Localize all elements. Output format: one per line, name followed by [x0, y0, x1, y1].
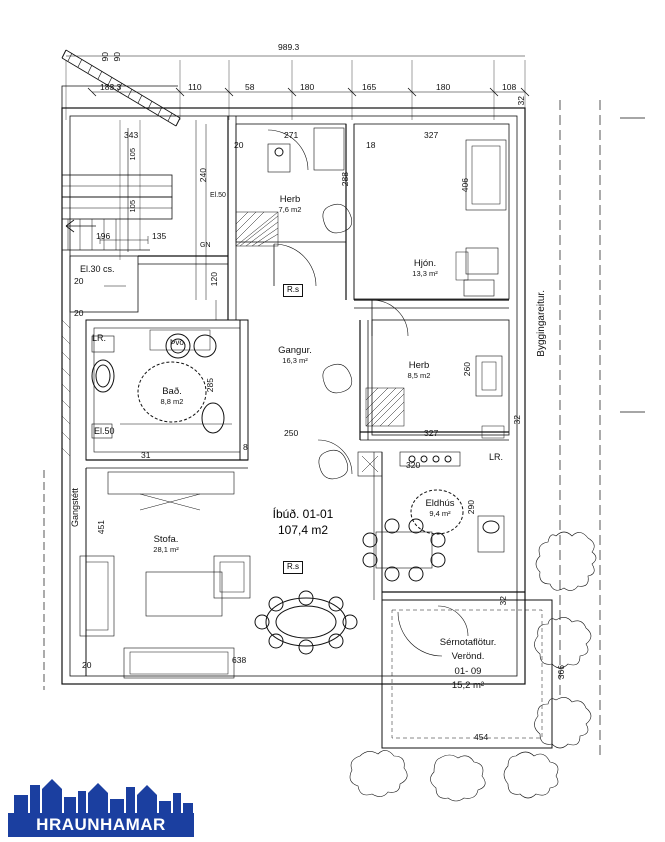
- room-herb-right-area: 8,5 m2: [407, 371, 431, 381]
- room-stofa: [130, 534, 202, 554]
- dim-left-451: 451: [96, 520, 106, 535]
- label-lr-kitchen: LR.: [489, 452, 504, 462]
- room-hjon-name: Hjón.: [413, 258, 437, 269]
- room-eldhus: [412, 498, 468, 518]
- dim-31: 31: [141, 450, 151, 460]
- dim-top-small-1: 90: [100, 52, 110, 62]
- dim-top-overall: 989.3: [278, 42, 300, 52]
- dim-left-120: 120: [209, 272, 219, 287]
- dim-left-240: 240: [198, 168, 208, 183]
- room-herb-top-name: Herb: [279, 194, 301, 205]
- room-hjon-area: 13,3 m²: [412, 269, 438, 279]
- room-stofa-area: 28,1 m²: [153, 545, 179, 555]
- logo-text: HRAUNHAMAR: [36, 815, 166, 834]
- dim-top-6: 180: [436, 82, 451, 92]
- verandah-title: Sérnotaflötur.: [439, 637, 497, 648]
- room-herb-top-area: 7,6 m2: [278, 205, 302, 215]
- unit-area: 107,4 m2: [277, 523, 329, 538]
- dim-32-right-lower: 32: [498, 596, 508, 606]
- verandah-sub2: 01- 09: [454, 665, 482, 677]
- room-thvo: [160, 338, 196, 348]
- room-hjon: [390, 258, 460, 278]
- dim-8: 8: [243, 442, 248, 452]
- label-lr-bath: LR.: [92, 333, 107, 343]
- dim-top-small-2: 90: [112, 52, 122, 62]
- dim-271: 271: [284, 130, 299, 140]
- room-herb-right: [386, 360, 452, 380]
- room-thvo-name: Þvo.: [169, 338, 186, 347]
- dim-638: 638: [232, 655, 247, 665]
- room-eldhus-name: Eldhús: [425, 498, 455, 509]
- dim-left-105a: 105: [128, 148, 137, 161]
- dim-290: 290: [466, 500, 476, 515]
- room-bad: [140, 386, 204, 406]
- room-eldhus-area: 9,4 m²: [429, 509, 451, 519]
- dim-top-2: 110: [188, 82, 202, 92]
- dim-top-7: 108: [502, 82, 517, 92]
- dim-32-right-mid: 32: [512, 415, 522, 425]
- dim-285: 285: [205, 378, 215, 393]
- dim-250: 250: [284, 428, 299, 438]
- room-stofa-name: Stofa.: [153, 534, 179, 545]
- label-el50-a: GN: [200, 242, 211, 249]
- dim-left-20c: 20: [82, 660, 92, 670]
- room-gangur-name: Gangur.: [278, 345, 312, 356]
- room-bad-area: 8,8 m2: [160, 397, 184, 407]
- dim-366: 366: [556, 665, 566, 680]
- dim-18: 18: [366, 140, 376, 150]
- dim-327-bottom: 327: [424, 428, 439, 438]
- dim-top-3: 58: [245, 82, 255, 92]
- label-el30: El.30 cs.: [80, 264, 115, 274]
- dim-454: 454: [474, 732, 489, 742]
- dim-288: 288: [340, 172, 350, 187]
- room-gangur-area: 16,3 m²: [282, 356, 308, 366]
- dim-left-196: 196: [96, 231, 111, 241]
- room-herb-top: [258, 194, 322, 214]
- label-gn: El.50: [94, 426, 115, 436]
- dim-left-135: 135: [152, 231, 167, 241]
- dim-left-343: 343: [124, 130, 139, 140]
- verandah-sub1: Verönd.: [451, 651, 485, 663]
- dim-left-105b: 105: [128, 200, 137, 213]
- label-el50-b: El.50: [210, 192, 226, 199]
- dim-top-5: 165: [362, 82, 377, 92]
- page-title: [218, 506, 388, 538]
- dim-left-20b: 20: [74, 308, 84, 318]
- logo-skyline-icon: [8, 775, 198, 815]
- company-logo: [8, 775, 198, 837]
- room-bad-name: Bað.: [162, 386, 182, 397]
- tag-rs-top: R.s: [283, 284, 303, 297]
- dim-top-4: 180: [300, 82, 315, 92]
- dim-20-herb: 20: [234, 140, 244, 150]
- room-verandah: [398, 636, 538, 693]
- dim-406: 406: [460, 178, 470, 193]
- dim-260: 260: [462, 362, 472, 377]
- dim-top-1: 183.3: [100, 82, 122, 92]
- tag-rs-bottom: R.s: [283, 561, 303, 574]
- room-gangur: [252, 345, 338, 365]
- label-gangstett: Gangstétt: [70, 488, 80, 528]
- verandah-sub3: 15,2 m²: [451, 679, 485, 691]
- dim-left-20a: 20: [74, 276, 84, 286]
- label-byggingareitur: Byggingareitur.: [536, 290, 547, 357]
- dim-320: 320: [406, 460, 421, 470]
- dim-327-top: 327: [424, 130, 439, 140]
- unit-label: Íbúð. 01-01: [272, 507, 334, 521]
- dim-32-right-upper: 32: [516, 96, 526, 106]
- room-herb-right-name: Herb: [408, 360, 430, 371]
